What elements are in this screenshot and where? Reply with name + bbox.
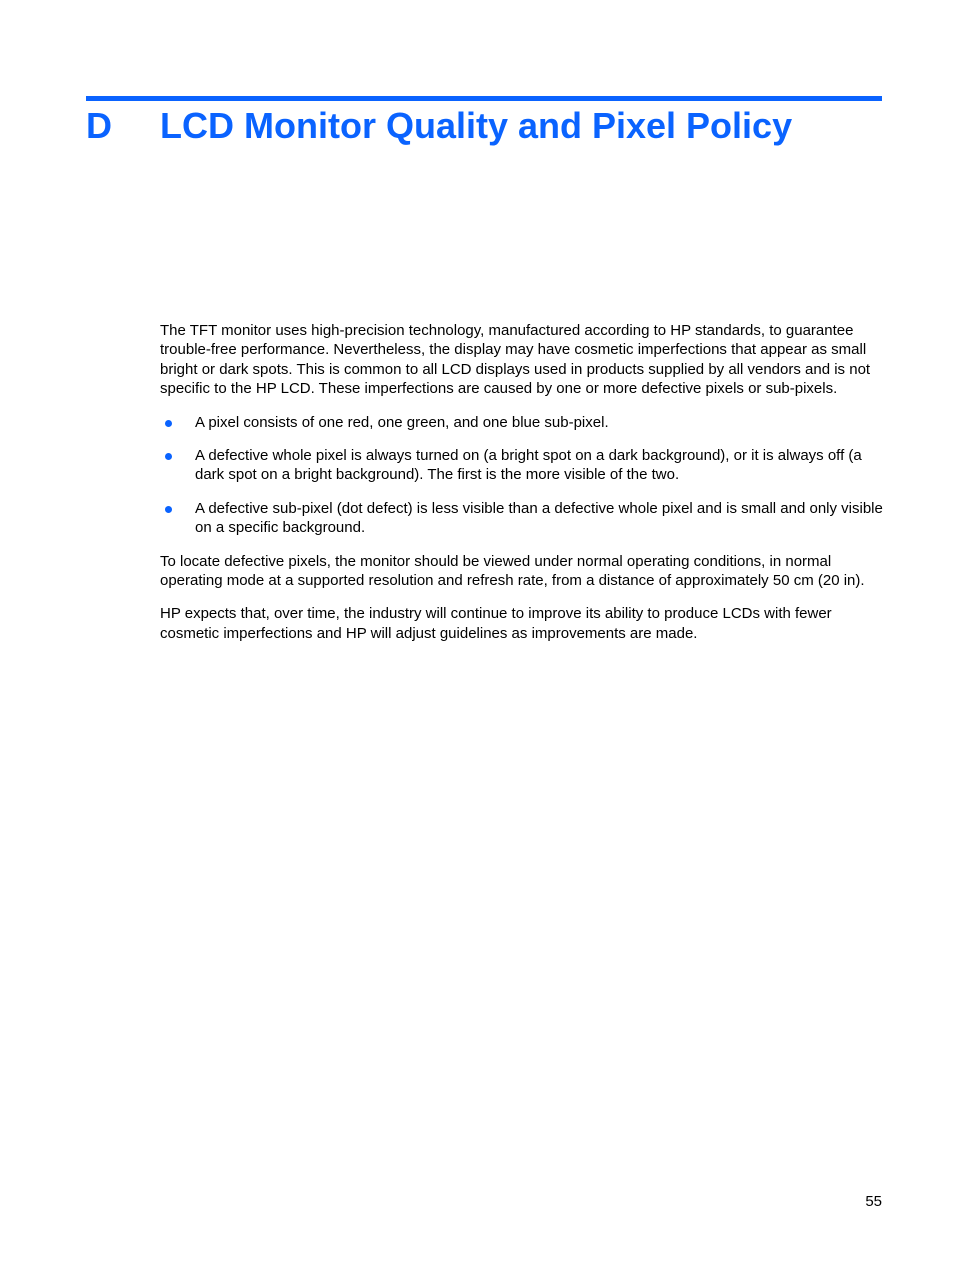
- list-item: [160, 446, 884, 485]
- closing-paragraph: HP expects that, over time, the industry will continue to improve its ability to produce LCDs with fewer cosmetic imperfections and HP will adjust guidelines as improvements are made.: [160, 605, 832, 642]
- list-item-text: A defective sub-pixel (dot defect) is less visible than a defective whole pixel and is small and only visible on a specific background.: [195, 499, 883, 537]
- list-item: [160, 413, 884, 432]
- locate-defects-paragraph: To locate defective pixels, the monitor should be viewed under normal operating conditions, in normal operating mode at a supported resolution and refresh rate, from a distance of approximately 50 cm (20 in).: [160, 552, 865, 590]
- list-item-text: A defective whole pixel is always turned on (a bright spot on a dark background), or it is always off (a dark spot on a bright background). The first is the more visible of the two.: [195, 447, 862, 484]
- bullet-icon: [165, 420, 172, 427]
- bullet-icon: [165, 506, 172, 513]
- pixel-defect-list: [160, 413, 884, 538]
- list-item-text: A pixel consists of one red, one green, and one blue sub-pixel.: [195, 413, 609, 431]
- chapter-body: [160, 321, 884, 657]
- chapter-title: LCD Monitor Quality and Pixel Policy: [160, 105, 793, 146]
- chapter-letter: D: [86, 105, 112, 146]
- list-item: [160, 499, 884, 538]
- page-number: 55: [865, 1193, 882, 1210]
- intro-paragraph: The TFT monitor uses high-precision technology, manufactured according to HP standards, to guarantee trouble-free performance. Nevertheless, the display may have cosmetic imperfections that appear as small bright or dark spots. This is common to all LCD displays used in products supplied by all vendors and is not specific to the HP LCD. These imperfections are caused by one or more defective pixels or sub-pixels.: [160, 322, 871, 398]
- bullet-icon: [165, 453, 172, 460]
